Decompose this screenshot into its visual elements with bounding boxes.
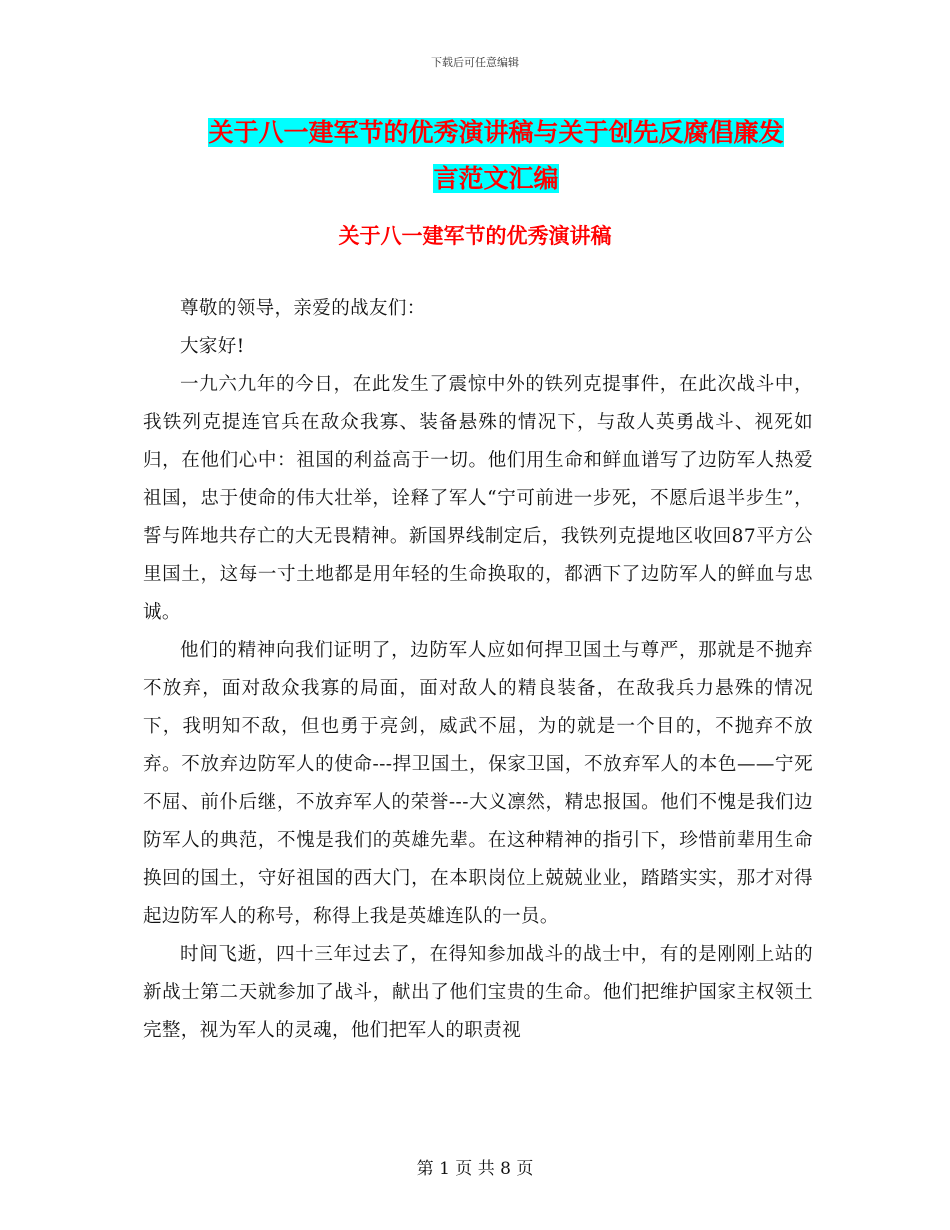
document-title [160,110,832,202]
header-note: 下载后可任意编辑 [431,56,519,69]
paragraph-1: 一九六九年的今日，在此发生了震惊中外的铁列克提事件，在此次战斗中，我铁列克提连官兵在敌众我寡、装备悬殊的情况下，与敌人英勇战斗、视死如归，在他们心中：祖国的利益高于一切。他们用生命和鲜血谱写了边防军人热爱祖国，忠于使命的伟大壮举，诠释了军人“宁可前进一步死，不愿后退半步生”，誓与阵地共存亡的大无畏精神。新国界线制定后，我铁列克提地区收回87平方公里国土，这每一寸土地都是用年轻的生命换取的，都洒下了边防军人的鲜血与忠诚。 [143,374,813,623]
page-number: 第 1 页 共 8 页 [416,1159,534,1179]
body-text [143,290,813,1050]
section-title: 关于八一建军节的优秀演讲稿 [338,224,612,248]
paragraph-salutation: 尊敬的领导，亲爱的战友们： [180,298,426,319]
paragraph-greeting: 大家好! [180,336,245,357]
title-line-1: 关于八一建军节的优秀演讲稿与关于创先反腐倡廉发 [208,118,784,147]
paragraph-2: 他们的精神向我们证明了，边防军人应如何捍卫国土与尊严，那就是不抛弃不放弃，面对敌众我寡的局面，面对敌人的精良装备，在敌我兵力悬殊的情况下，我明知不敌，但也勇于亮剑，威武不屈，为的就是一个目的，不抛弃不放弃。不放弃边防军人的使命---捍卫国土，保家卫国，不放弃军人的本色——宁死不屈、前仆后继，不放弃军人的荣誉---大义凛然，精忠报国。他们不愧是我们边防军人的典范，不愧是我们的英雄先辈。在这种精神的指引下，珍惜前辈用生命换回的国土，守好祖国的西大门，在本职岗位上兢兢业业，踏踏实实，那才对得起边防军人的称号，称得上我是英雄连队的一员。 [143,640,813,927]
title-line-2: 言范文汇编 [433,164,559,193]
paragraph-3: 时间飞逝，四十三年过去了，在得知参加战斗的战士中，有的是刚刚上站的新战士第二天就参加了战斗，献出了他们宝贵的生命。他们把维护国家主权领土完整，视为军人的灵魂，他们把军人的职责视 [143,944,813,1041]
